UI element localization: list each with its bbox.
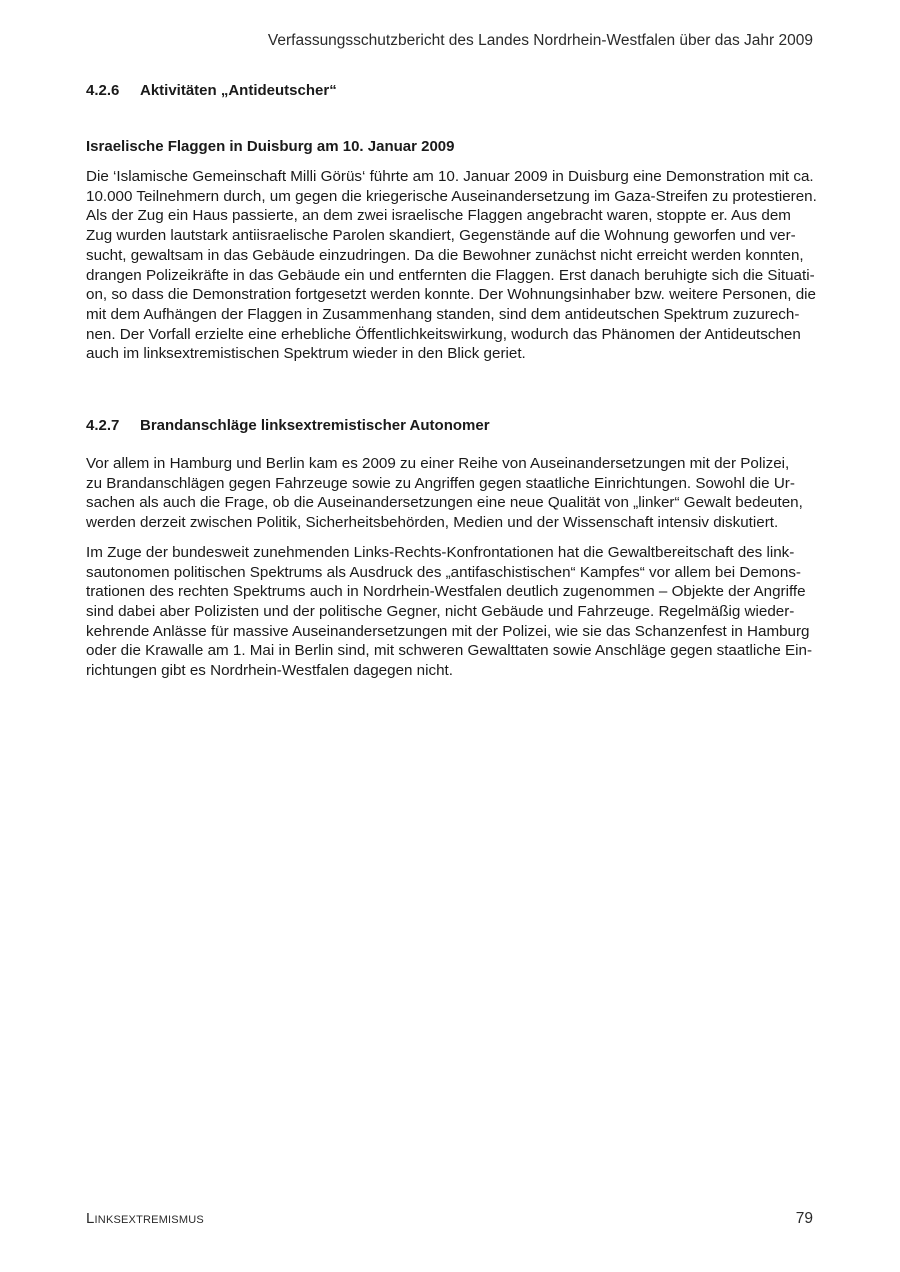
paragraph-line: kehrende Anlässe für massive Auseinandersetzungen mit der Polizei, wie sie das Schanzenfest in Hamburg bbox=[86, 622, 810, 640]
paragraph-line: zu Brandanschlägen gegen Fahrzeuge sowie zu Angriffen gegen staatliche Einrichtungen. Sowohl die Ur- bbox=[86, 474, 795, 492]
paragraph-line: sind dabei aber Polizisten und der politische Gegner, nicht Gebäude und Fahrzeuge. Regelmäßig wieder- bbox=[86, 602, 795, 620]
section-title: Brandanschläge linksextremistischer Autonomer bbox=[140, 417, 490, 435]
paragraph-line: 10.000 Teilnehmern durch, um gegen die kriegerische Auseinandersetzung im Gaza-Streifen zu protestieren. bbox=[86, 187, 817, 205]
paragraph-line: drangen Polizeikräfte in das Gebäude ein und entfernten die Flaggen. Erst danach beruhigte sich die Situati- bbox=[86, 266, 815, 284]
paragraph-line: Die ‘Islamische Gemeinschaft Milli Görüs‘ führte am 10. Januar 2009 in Duisburg eine Demonstration mit ca. bbox=[86, 168, 814, 185]
subheading-israelische-flaggen: Israelische Flaggen in Duisburg am 10. Januar 2009 bbox=[86, 138, 455, 155]
section-heading-4-2-6 bbox=[86, 81, 815, 101]
page-number: 79 bbox=[795, 1210, 813, 1227]
paragraph-line: nen. Der Vorfall erzielte eine erhebliche Öffentlichkeitswirkung, wodurch das Phänomen der Antideutschen bbox=[86, 325, 801, 343]
paragraph-line: richtungen gibt es Nordrhein-Westfalen dagegen nicht. bbox=[86, 662, 453, 680]
footer-chapter-label: Linksextremismus bbox=[86, 1210, 204, 1227]
paragraph-line: trationen des rechten Spektrums auch in Nordrhein-Westfalen deutlich zugenommen – Objekte der Angriffe bbox=[86, 583, 806, 601]
paragraph-line: sucht, gewaltsam in das Gebäude einzudringen. Da die Bewohner zunächst nicht erreicht werden konnten, bbox=[86, 246, 804, 264]
paragraph-line: Im Zuge der bundesweit zunehmenden Links-Rechts-Konfrontationen hat die Gewaltbereitschaft des link- bbox=[86, 543, 795, 561]
paragraph-line: Als der Zug ein Haus passierte, an dem zwei israelische Flaggen angebracht waren, stoppte er. Aus dem bbox=[86, 207, 791, 225]
paragraph-line: Vor allem in Hamburg und Berlin kam es 2009 zu einer Reihe von Auseinandersetzungen mit der Polizei, bbox=[86, 455, 790, 473]
paragraph-line: mit dem Aufhängen der Flaggen in Zusammenhang standen, sind dem antideutschen Spektrum zuzurech- bbox=[86, 305, 800, 323]
section-heading-4-2-7 bbox=[86, 416, 815, 436]
paragraph-line: Zug wurden lautstark antiisraelische Parolen skandiert, Gegenstände auf die Wohnung geworfen und ver- bbox=[86, 227, 796, 245]
running-header: Verfassungsschutzbericht des Landes Nordrhein-Westfalen über das Jahr 2009 bbox=[267, 32, 813, 49]
section-title: Aktivitäten „Antideutscher“ bbox=[140, 82, 337, 99]
section-number: 4.2.6 bbox=[86, 82, 120, 99]
paragraph-flaggen-duisburg bbox=[86, 167, 815, 364]
paragraph-line: sautonomen politischen Spektrums als Ausdruck des „antifaschistischen“ Kampfes“ vor allem bei Demons- bbox=[86, 563, 801, 581]
paragraph-line: werden derzeit zwischen Politik, Sicherheitsbehörden, Medien und der Wissenschaft intensiv diskutiert. bbox=[86, 514, 779, 532]
page-body bbox=[86, 81, 815, 681]
paragraph-line: auch im linksextremistischen Spektrum wieder in den Blick geriet. bbox=[86, 345, 526, 363]
paragraph-line: on, so dass die Demonstration fortgesetzt werden konnte. Der Wohnungsinhaber bzw. weitere Personen, die bbox=[86, 286, 816, 304]
paragraph-links-rechts-konfrontationen bbox=[86, 543, 815, 681]
paragraph-line: oder die Krawalle am 1. Mai in Berlin sind, mit schweren Gewalttaten sowie Anschläge gegen staatliche Ein- bbox=[86, 642, 812, 660]
paragraph-line: sachen als auch die Frage, ob die Auseinandersetzungen eine neue Qualität von „linker“ Gewalt bedeuten, bbox=[86, 494, 803, 512]
section-number: 4.2.7 bbox=[86, 417, 120, 435]
paragraph-hamburg-berlin bbox=[86, 454, 815, 533]
